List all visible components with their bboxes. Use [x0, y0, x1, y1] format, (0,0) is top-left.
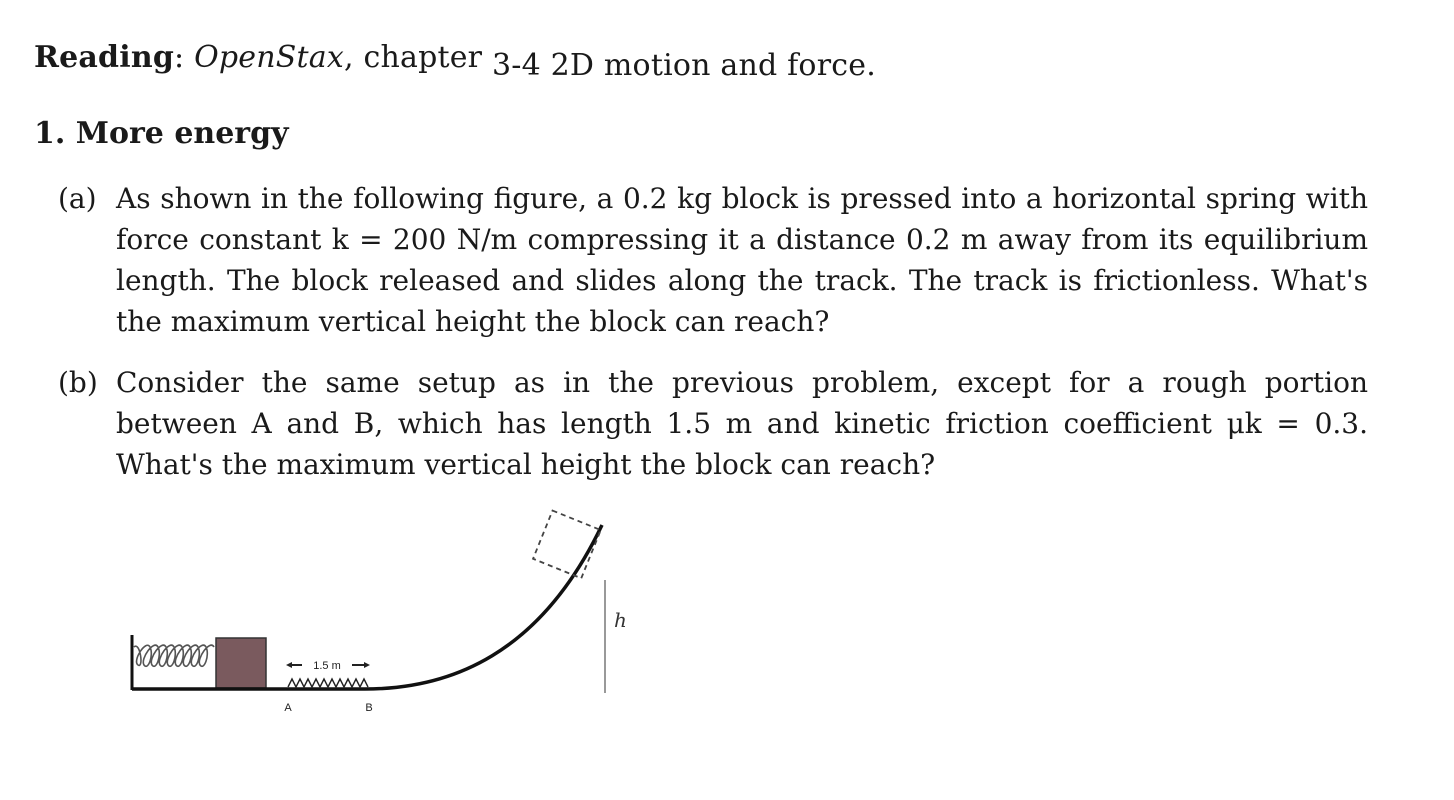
height-label: h [614, 608, 627, 632]
part-a-text: As shown in the following figure, a 0.2 kg block is pressed into a horizontal spring with force constant k = 200 N/m compressing it a distance 0.2 m away from its equilibrium length. The block released and slides along the track. The track is frictionless. What's the maximum vertical height the block can reach? [116, 182, 1368, 338]
block [216, 638, 266, 688]
length-arrow-left-head [286, 662, 292, 668]
part-b-text: Consider the same setup as in the previous problem, except for a rough portion between A and B, which has length 1.5 m and kinetic friction coefficient μk = 0.3. What's the maximum vertical height the block can reach? [116, 366, 1368, 481]
spring-track-figure [120, 505, 640, 725]
point-b-label: B [365, 702, 373, 714]
part-b-marker: (b) [58, 366, 98, 399]
length-label: 1.5 m [313, 660, 341, 672]
rough-section [288, 679, 368, 687]
length-arrow-right-head [364, 662, 370, 668]
reading-label: Reading [34, 40, 175, 75]
point-a-label: A [284, 702, 292, 714]
reading-colon: : [174, 40, 185, 75]
reading-line [34, 40, 876, 83]
problem-part-a [58, 178, 1368, 342]
reading-chapter: 3-4 2D motion and force. [491, 48, 876, 83]
reading-source: OpenStax [194, 40, 344, 75]
part-a-marker: (a) [58, 182, 97, 215]
figure-svg [120, 505, 640, 725]
reading-chapter-prefix: , chapter [343, 40, 483, 75]
spring [134, 645, 214, 666]
problem-title: 1. More energy [34, 116, 289, 151]
problem-part-b [58, 362, 1368, 485]
